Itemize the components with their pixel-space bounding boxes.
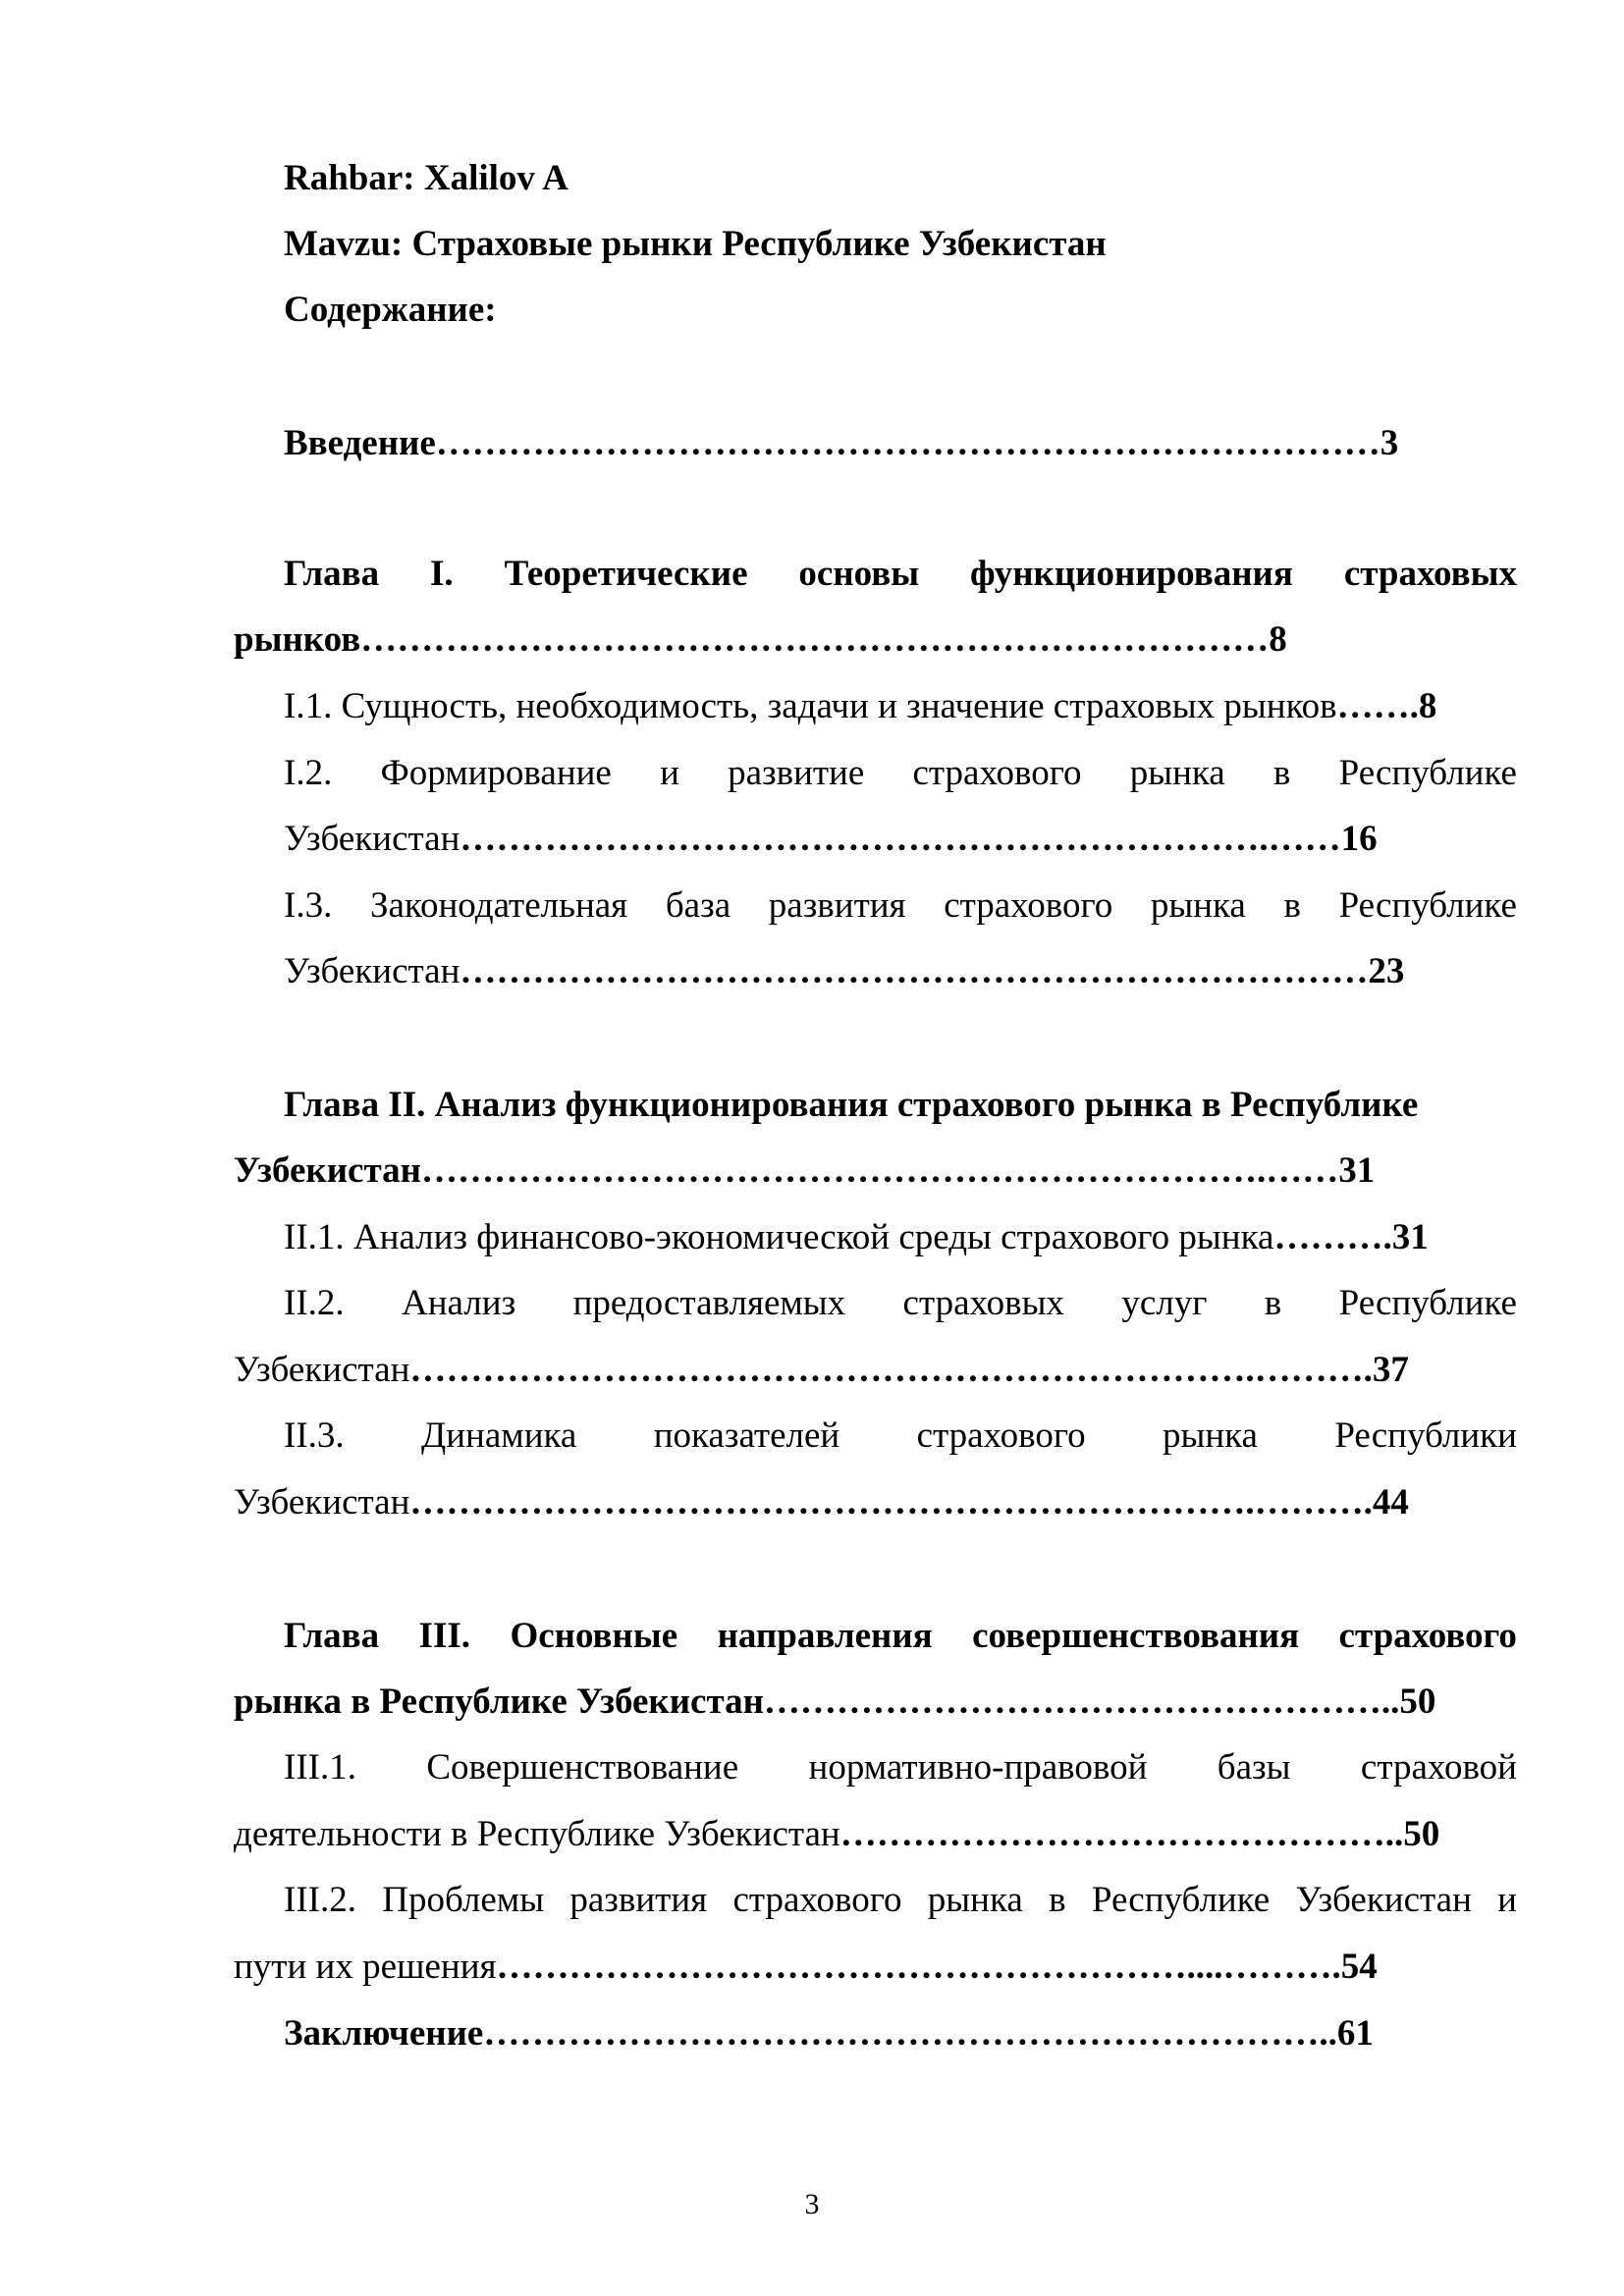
toc-section-2-3-line-1: II.3. Динамика показателей страхового рынка Республики: [284, 1415, 1517, 1456]
toc-section-3-2-line-2: пути их решения…………………………………………………....……….54: [234, 1947, 1378, 1987]
toc-section-3-1-line-2: деятельности в Республике Узбекистан………………………………………..50: [234, 1814, 1440, 1854]
toc-chapter-3-line-1: Глава III. Основные направления совершенствования страхового: [284, 1616, 1517, 1656]
topic-line: Mavzu: Страховые рынки Республике Узбекистан: [284, 224, 1107, 264]
toc-chapter-1-line-1: Глава I. Теоретические основы функционирования страховых: [284, 554, 1517, 594]
toc-chapter-3-line-2: рынка в Республике Узбекистан……………………………………………..50: [234, 1682, 1436, 1722]
toc-chapter-1-line-2: рынков…………………………………………………………………8: [234, 619, 1287, 660]
page-number: 3: [804, 2188, 820, 2220]
toc-section-1-2-line-2: Узбекистан………………………………………………………….……16: [284, 819, 1378, 859]
toc-entry-conclusion: Заключение……………………………………………………………..61: [284, 2013, 1374, 2054]
toc-section-2-3-line-2: Узбекистан…………………………………………………………….……….44: [234, 1482, 1409, 1522]
toc-section-2-2-line-1: II.2. Анализ предоставляемых страховых услуг в Республике: [284, 1283, 1517, 1323]
toc-section-3-2-line-1: III.2. Проблемы развития страхового рынка в Республике Узбекистан и: [284, 1880, 1517, 1920]
toc-section-2-2-line-2: Узбекистан…………………………………………………………….……….37: [234, 1350, 1409, 1390]
toc-entry-introduction: Введение……………………………………………………………………3: [284, 423, 1399, 463]
toc-chapter-2-line-1: Глава II. Анализ функционирования страхового рынка в Республике: [284, 1085, 1419, 1125]
toc-section-1-1: I.1. Сущность, необходимость, задачи и значение страховых рынков…….8: [284, 686, 1437, 726]
supervisor-line: Rahbar: Xalilov A: [284, 158, 568, 198]
toc-section-3-1-line-1: III.1. Совершенствование нормативно-правовой базы страховой: [284, 1747, 1517, 1788]
toc-section-1-2-line-1: I.2. Формирование и развитие страхового рынка в Республике: [284, 753, 1517, 793]
contents-title: Содержание:: [284, 290, 497, 330]
toc-section-1-3-line-1: I.3. Законодательная база развития страхового рынка в Республике: [284, 885, 1517, 926]
toc-chapter-2-line-2: Узбекистан…………………………………………………………….……31: [234, 1150, 1376, 1191]
toc-section-2-1: II.1. Анализ финансово-экономической среды страхового рынка……….31: [284, 1217, 1429, 1257]
toc-section-1-3-line-2: Узбекистан…………………………………………………………………23: [284, 951, 1405, 991]
